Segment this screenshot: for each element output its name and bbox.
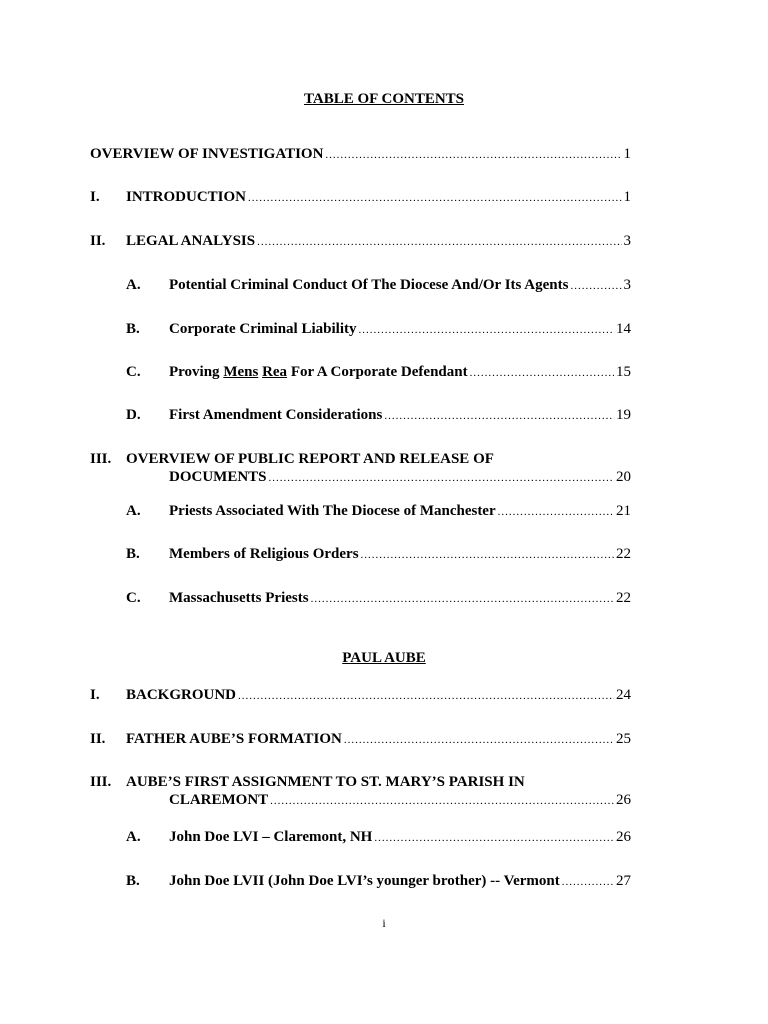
toc-title: TABLE OF CONTENTS	[303, 91, 465, 107]
toc-entry-overview[interactable]	[90, 145, 631, 164]
dot-leader	[384, 407, 614, 425]
subsection-letter: B.	[126, 873, 140, 889]
section-number: II.	[90, 233, 106, 249]
dot-leader	[344, 731, 614, 749]
dot-leader	[311, 590, 614, 608]
toc-entry-background[interactable]	[90, 686, 631, 705]
dot-leader	[470, 364, 614, 382]
subsection-letter: C.	[126, 364, 141, 380]
toc-page-number: 3	[623, 277, 631, 293]
section-number: I.	[90, 687, 100, 703]
toc-page-number: 22	[616, 590, 631, 606]
page-footer-number: i	[382, 916, 386, 930]
toc-entry-diocese-priests[interactable]	[126, 502, 631, 521]
toc-entry-label-line2: DOCUMENTS	[169, 469, 267, 485]
subsection-letter: A.	[126, 277, 141, 293]
section-title-paul-aube: PAUL AUBE	[342, 650, 426, 666]
dot-leader	[238, 687, 614, 705]
section-number: III.	[90, 774, 112, 790]
toc-page-number: 14	[616, 321, 631, 337]
toc-entry-label: Proving Mens Rea For A Corporate Defendant	[169, 364, 468, 380]
toc-page-number: 20	[616, 469, 631, 485]
toc-entry-label: First Amendment Considerations	[169, 407, 383, 423]
toc-entry-john-doe-lvi[interactable]	[126, 828, 631, 847]
subsection-letter: C.	[126, 590, 141, 606]
toc-entry-label: INTRODUCTION	[126, 189, 247, 205]
toc-entry-label: OVERVIEW OF INVESTIGATION	[90, 146, 324, 162]
toc-entry-label: FATHER AUBE’S FORMATION	[126, 731, 342, 747]
subsection-letter: A.	[126, 503, 141, 519]
subsection-letter: B.	[126, 546, 140, 562]
toc-entry-formation[interactable]	[90, 730, 631, 749]
toc-page-number: 15	[616, 364, 631, 380]
toc-entry-corporate-liability[interactable]	[126, 320, 631, 339]
subsection-letter: B.	[126, 321, 140, 337]
toc-page-number: 25	[616, 731, 631, 747]
section-number: II.	[90, 731, 106, 747]
toc-page-number: 3	[623, 233, 631, 249]
toc-entry-label: Massachusetts Priests	[169, 590, 309, 606]
toc-page-number: 26	[616, 792, 631, 808]
toc-entry-criminal-conduct[interactable]	[126, 276, 631, 295]
toc-entry-first-assignment[interactable]	[90, 773, 631, 810]
subsection-letter: D.	[126, 407, 141, 423]
section-number: III.	[90, 451, 112, 467]
toc-entry-introduction[interactable]	[90, 188, 631, 207]
toc-entry-first-amendment[interactable]	[126, 406, 631, 425]
toc-entry-label: John Doe LVI – Claremont, NH	[169, 829, 373, 845]
toc-entry-label-line2: CLAREMONT	[169, 792, 269, 808]
toc-page-number: 21	[616, 503, 631, 519]
toc-entry-label: Priests Associated With The Diocese of Manchester	[169, 503, 496, 519]
dot-leader	[498, 503, 614, 521]
toc-entry-public-report[interactable]	[90, 450, 631, 487]
subsection-letter: A.	[126, 829, 141, 845]
toc-entry-label: Corporate Criminal Liability	[169, 321, 357, 337]
toc-entry-mens-rea[interactable]	[126, 363, 631, 382]
toc-page-number: 27	[616, 873, 631, 889]
toc-page-number: 1	[623, 189, 631, 205]
dot-leader	[269, 469, 614, 487]
dot-leader	[257, 233, 621, 251]
dot-leader	[359, 321, 615, 339]
dot-leader	[562, 873, 614, 891]
toc-entry-label: LEGAL ANALYSIS	[126, 233, 256, 249]
toc-page-number: 26	[616, 829, 631, 845]
dot-leader	[374, 829, 614, 847]
section-number: I.	[90, 189, 100, 205]
dot-leader	[270, 792, 614, 810]
toc-page-number: 19	[616, 407, 631, 423]
toc-entry-label: Potential Criminal Conduct Of The Diocese And/Or Its Agents	[169, 277, 569, 293]
toc-entry-john-doe-lvii[interactable]	[126, 872, 631, 891]
toc-entry-label-line1: AUBE’S FIRST ASSIGNMENT TO ST. MARY’S PARISH IN	[126, 774, 525, 790]
toc-entry-legal-analysis[interactable]	[90, 232, 631, 251]
toc-page-number: 24	[616, 687, 631, 703]
dot-leader	[570, 277, 621, 295]
toc-entry-religious-orders[interactable]	[126, 545, 631, 564]
toc-entry-label: Members of Religious Orders	[169, 546, 359, 562]
dot-leader	[325, 146, 621, 164]
dot-leader	[361, 546, 614, 564]
toc-entry-label-line1: OVERVIEW OF PUBLIC REPORT AND RELEASE OF	[126, 451, 494, 467]
toc-entry-massachusetts-priests[interactable]	[126, 589, 631, 608]
toc-page-number: 22	[616, 546, 631, 562]
dot-leader	[248, 189, 621, 207]
toc-entry-label: John Doe LVII (John Doe LVI’s younger brother) -- Vermont	[169, 873, 560, 889]
toc-page-number: 1	[623, 146, 631, 162]
toc-entry-label: BACKGROUND	[126, 687, 237, 703]
